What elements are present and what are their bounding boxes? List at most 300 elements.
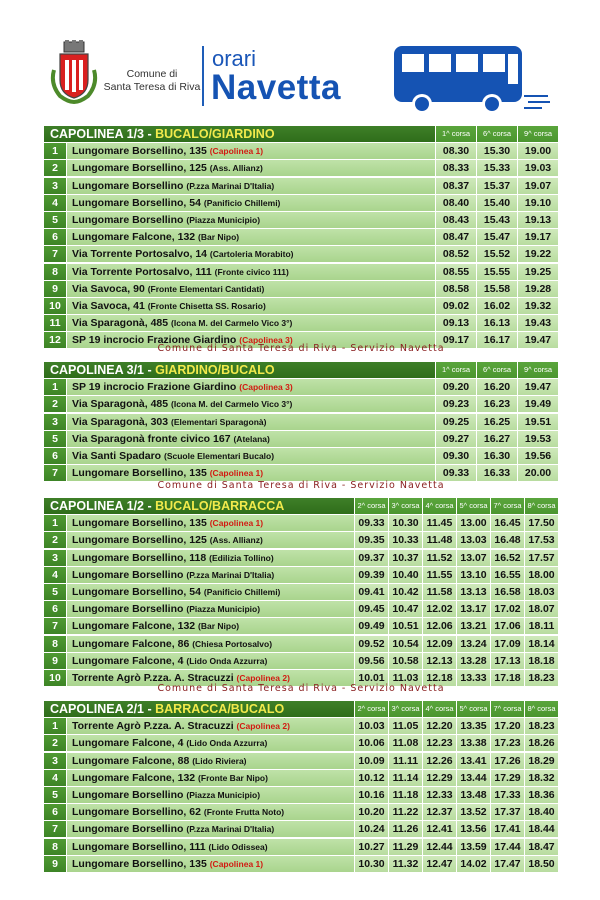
stop-note: (Lido Onda Azzurra)	[186, 655, 268, 666]
stop-address: Via Savoca, 41	[72, 299, 145, 312]
stop-number: 1	[44, 718, 66, 734]
stop-number: 6	[44, 601, 66, 617]
column-header: 5^ corsa	[457, 701, 490, 717]
stop-name	[67, 567, 354, 583]
departure-time: 16.17	[477, 332, 517, 348]
column-header: 1^ corsa	[436, 126, 476, 142]
departure-time: 17.41	[491, 821, 524, 837]
stop-number: 4	[44, 195, 66, 211]
departure-time: 11.18	[389, 787, 422, 803]
departure-time: 17.37	[491, 804, 524, 820]
municipality-line-1: Comune di	[126, 68, 178, 80]
departure-time: 13.59	[457, 839, 490, 855]
stop-name	[67, 160, 435, 176]
departure-time: 10.12	[355, 770, 388, 786]
departure-time: 12.33	[423, 787, 456, 803]
departure-time: 08.40	[436, 195, 476, 211]
departure-time: 09.45	[355, 601, 388, 617]
departure-time: 13.38	[457, 735, 490, 751]
column-header: 7^ corsa	[491, 498, 524, 514]
table-row	[44, 787, 558, 803]
table-row	[44, 298, 558, 314]
departure-time: 17.06	[491, 618, 524, 634]
stop-address: Lungomare Falcone, 132	[72, 231, 196, 244]
departure-time: 12.29	[423, 770, 456, 786]
stop-address: Via Torrente Portosalvo, 14	[72, 248, 207, 261]
table-row	[44, 618, 558, 634]
table-row	[44, 753, 558, 769]
table-row	[44, 431, 558, 447]
departure-time: 09.27	[436, 431, 476, 447]
departure-time: 16.25	[477, 414, 517, 430]
departure-time: 12.20	[423, 718, 456, 734]
table-row	[44, 515, 558, 531]
column-header: 3^ corsa	[389, 498, 422, 514]
stop-address: Lungomare Borsellino, 118	[72, 551, 207, 564]
departure-time: 08.37	[436, 178, 476, 194]
departure-time: 10.33	[389, 532, 422, 548]
departure-time: 17.18	[491, 670, 524, 686]
stop-address: Lungomare Borsellino, 135	[72, 857, 207, 870]
stop-name	[67, 735, 354, 751]
departure-time: 18.32	[525, 770, 558, 786]
stop-number: 4	[44, 567, 66, 583]
stop-note: (Capolinea 3)	[239, 382, 293, 393]
departure-time: 17.26	[491, 753, 524, 769]
stop-number: 2	[44, 735, 66, 751]
stop-name	[67, 143, 435, 159]
stop-note: (Fronte Elementari Cantidati)	[147, 283, 265, 294]
departure-time: 18.26	[525, 735, 558, 751]
stop-name	[67, 195, 435, 211]
municipality-line-2: Santa Teresa di Riva	[103, 81, 201, 93]
stop-address: Via Sparagonà fronte civico 167	[72, 432, 231, 445]
departure-time: 12.09	[423, 636, 456, 652]
departure-time: 16.27	[477, 431, 517, 447]
table-row	[44, 414, 558, 430]
departure-time: 19.25	[518, 264, 558, 280]
title-small: orari	[212, 46, 257, 71]
departure-time: 11.58	[423, 584, 456, 600]
table-row	[44, 264, 558, 280]
stop-name	[67, 718, 354, 734]
departure-time: 10.42	[389, 584, 422, 600]
departure-time: 16.20	[477, 379, 517, 395]
stop-name	[67, 787, 354, 803]
departure-time: 15.30	[477, 143, 517, 159]
column-header: 6^ corsa	[477, 126, 517, 142]
departure-time: 11.03	[389, 670, 422, 686]
column-header: 4^ corsa	[423, 498, 456, 514]
stop-address: Lungomare Borsellino	[72, 603, 184, 616]
stop-note: (Piazza Municipio)	[186, 604, 261, 615]
departure-time: 16.02	[477, 298, 517, 314]
departure-time: 19.10	[518, 195, 558, 211]
departure-time: 19.47	[518, 379, 558, 395]
departure-time: 19.47	[518, 332, 558, 348]
departure-time: 18.23	[525, 718, 558, 734]
departure-time: 18.50	[525, 856, 558, 872]
footer-service-line: Comune di Santa Teresa di Riva - Servizio Navetta	[157, 683, 445, 694]
table-title-prefix: CAPOLINEA 2/1 -	[50, 702, 156, 716]
departure-time: 18.44	[525, 821, 558, 837]
stop-note: (Bar Nipo)	[198, 232, 240, 243]
stop-name	[67, 770, 354, 786]
stop-name	[67, 753, 354, 769]
departure-time: 19.28	[518, 281, 558, 297]
stop-number: 8	[44, 636, 66, 652]
departure-time: 12.06	[423, 618, 456, 634]
stop-number: 8	[44, 839, 66, 855]
stop-address: Lungomare Borsellino	[72, 179, 184, 192]
stop-note: (Lido Riviera)	[192, 755, 247, 766]
table-title-prefix: CAPOLINEA 1/3 -	[50, 127, 156, 141]
departure-time: 10.30	[355, 856, 388, 872]
table-title-destination: GIARDINO/BUCALO	[155, 363, 275, 377]
departure-time: 09.33	[355, 515, 388, 531]
stop-note: (Lido Odissea)	[208, 841, 268, 852]
departure-time: 09.25	[436, 414, 476, 430]
stop-address: Via Sparagonà, 303	[72, 415, 169, 428]
column-header: 2^ corsa	[355, 701, 388, 717]
departure-time: 10.51	[389, 618, 422, 634]
column-header: 4^ corsa	[423, 701, 456, 717]
departure-time: 08.43	[436, 212, 476, 228]
stop-number: 2	[44, 396, 66, 412]
stop-note: (Capolinea 1)	[209, 146, 264, 157]
column-header: 7^ corsa	[491, 701, 524, 717]
departure-time: 19.51	[518, 414, 558, 430]
stop-name	[67, 448, 435, 464]
schedule-table-3	[44, 498, 558, 687]
stop-note: (Icona M. del Carmelo Vico 3°)	[171, 318, 293, 329]
departure-time: 19.43	[518, 315, 558, 331]
table-row	[44, 770, 558, 786]
stop-address: Via Savoca, 90	[72, 282, 145, 295]
departure-time: 12.18	[423, 670, 456, 686]
stop-note: (Ass. Allianz)	[209, 535, 263, 546]
stop-name	[67, 414, 435, 430]
stop-note: (Capolinea 3)	[239, 335, 293, 346]
stop-note: (Capolinea 2)	[236, 721, 290, 732]
table-header-row	[44, 126, 558, 142]
stop-name	[67, 584, 354, 600]
departure-time: 16.52	[491, 550, 524, 566]
departure-time: 17.53	[525, 532, 558, 548]
departure-time: 16.30	[477, 448, 517, 464]
stop-name	[67, 264, 435, 280]
departure-time: 17.23	[491, 735, 524, 751]
departure-time: 10.03	[355, 718, 388, 734]
departure-time: 18.40	[525, 804, 558, 820]
departure-time: 18.03	[525, 584, 558, 600]
stop-number: 6	[44, 229, 66, 245]
departure-time: 18.11	[525, 618, 558, 634]
municipality-name	[102, 68, 202, 94]
departure-time: 09.37	[355, 550, 388, 566]
departure-time: 10.47	[389, 601, 422, 617]
departure-time: 12.13	[423, 653, 456, 669]
column-header: 8^ corsa	[525, 498, 558, 514]
stop-note: (Capolinea 1)	[209, 468, 264, 479]
table-row	[44, 856, 558, 872]
stop-number: 9	[44, 653, 66, 669]
column-header: 8^ corsa	[525, 701, 558, 717]
stop-address: Torrente Agrò P.zza. A. Stracuzzi	[72, 720, 234, 733]
stop-address: Lungomare Borsellino, 125	[72, 534, 207, 547]
departure-time: 13.41	[457, 753, 490, 769]
stop-address: Lungomare Borsellino, 135	[72, 145, 207, 158]
column-header: 2^ corsa	[355, 498, 388, 514]
table-row	[44, 379, 558, 395]
stop-note: (Bar Nipo)	[198, 621, 240, 632]
table-row	[44, 584, 558, 600]
stop-number: 5	[44, 584, 66, 600]
departure-time: 11.11	[389, 753, 422, 769]
departure-time: 17.09	[491, 636, 524, 652]
departure-time: 12.44	[423, 839, 456, 855]
stop-address: Lungomare Borsellino, 54	[72, 196, 201, 209]
stop-address: Lungomare Borsellino, 135	[72, 467, 207, 480]
column-header: 5^ corsa	[457, 498, 490, 514]
departure-time: 10.54	[389, 636, 422, 652]
stop-address: SP 19 incrocio Frazione Giardino	[72, 381, 237, 394]
table-row	[44, 804, 558, 820]
stop-name	[67, 839, 354, 855]
stop-note: (Cartoleria Morabito)	[209, 249, 294, 260]
stop-address: Lungomare Falcone, 88	[72, 754, 190, 767]
departure-time: 09.35	[355, 532, 388, 548]
departure-time: 08.58	[436, 281, 476, 297]
stop-name	[67, 379, 435, 395]
column-header: 9^ corsa	[518, 362, 558, 378]
stop-name	[67, 821, 354, 837]
stop-name	[67, 431, 435, 447]
departure-time: 16.55	[491, 567, 524, 583]
departure-time: 10.06	[355, 735, 388, 751]
stop-name	[67, 804, 354, 820]
table-row	[44, 160, 558, 176]
departure-time: 15.33	[477, 160, 517, 176]
stop-name	[67, 178, 435, 194]
stop-address: Lungomare Falcone, 132	[72, 620, 196, 633]
departure-time: 20.00	[518, 465, 558, 481]
table-row	[44, 653, 558, 669]
departure-time: 09.56	[355, 653, 388, 669]
stop-address: Torrente Agrò P.zza. A. Stracuzzi	[72, 671, 234, 684]
departure-time: 18.18	[525, 653, 558, 669]
stop-address: Via Sparagonà, 485	[72, 317, 169, 330]
departure-time: 17.47	[491, 856, 524, 872]
stop-note: (Elementari Sparagonà)	[171, 416, 267, 427]
table-title-prefix: CAPOLINEA 3/1 -	[50, 363, 156, 377]
departure-time: 13.13	[457, 584, 490, 600]
stop-address: Lungomare Borsellino, 54	[72, 585, 201, 598]
departure-time: 19.13	[518, 212, 558, 228]
municipal-crest-icon	[50, 40, 98, 106]
table-row	[44, 396, 558, 412]
stop-name	[67, 515, 354, 531]
table-title-destination: BUCALO/GIARDINO	[155, 127, 275, 141]
table-row	[44, 821, 558, 837]
departure-time: 11.32	[389, 856, 422, 872]
stop-address: Lungomare Falcone, 132	[72, 771, 196, 784]
departure-time: 09.20	[436, 379, 476, 395]
departure-time: 18.00	[525, 567, 558, 583]
departure-time: 10.40	[389, 567, 422, 583]
stop-note: (P.zza Marinai D'Italia)	[186, 569, 275, 580]
stop-number: 7	[44, 246, 66, 262]
departure-time: 15.43	[477, 212, 517, 228]
departure-time: 10.16	[355, 787, 388, 803]
stop-address: Lungomare Borsellino	[72, 788, 184, 801]
stop-name	[67, 601, 354, 617]
departure-time: 17.29	[491, 770, 524, 786]
departure-time: 08.47	[436, 229, 476, 245]
departure-time: 08.52	[436, 246, 476, 262]
departure-time: 13.07	[457, 550, 490, 566]
stop-address: Lungomare Falcone, 4	[72, 654, 184, 667]
table-row	[44, 246, 558, 262]
departure-time: 13.48	[457, 787, 490, 803]
departure-time: 16.23	[477, 396, 517, 412]
stop-address: Via Sparagonà, 485	[72, 398, 169, 411]
stop-note: (Fronte Chisetta SS. Rosario)	[147, 300, 266, 311]
stop-note: (P.zza Marinai D'Italia)	[186, 824, 275, 835]
departure-time: 12.02	[423, 601, 456, 617]
footer-service-line: Comune di Santa Teresa di Riva - Servizio Navetta	[157, 343, 445, 354]
stop-note: (Scuole Elementari Bucalo)	[164, 450, 275, 461]
stop-name	[67, 532, 354, 548]
stop-address: Lungomare Borsellino	[72, 213, 184, 226]
departure-time: 17.13	[491, 653, 524, 669]
departure-time: 15.55	[477, 264, 517, 280]
stop-number: 3	[44, 178, 66, 194]
departure-time: 19.17	[518, 229, 558, 245]
page-header	[0, 0, 600, 122]
stop-number: 9	[44, 856, 66, 872]
stop-number: 12	[44, 332, 66, 348]
departure-time: 09.39	[355, 567, 388, 583]
departure-time: 09.02	[436, 298, 476, 314]
stop-number: 3	[44, 414, 66, 430]
stop-name	[67, 636, 354, 652]
bus-icon	[392, 44, 552, 116]
schedule-table-4	[44, 701, 558, 873]
stop-number: 6	[44, 804, 66, 820]
departure-time: 18.29	[525, 753, 558, 769]
table-title	[44, 362, 435, 378]
table-row	[44, 465, 558, 481]
table-row	[44, 178, 558, 194]
departure-time: 15.40	[477, 195, 517, 211]
stop-note: (Capolinea 2)	[236, 672, 290, 683]
stop-number: 10	[44, 298, 66, 314]
stop-address: Lungomare Borsellino	[72, 568, 184, 581]
departure-time: 12.23	[423, 735, 456, 751]
table-title	[44, 126, 435, 142]
departure-time: 12.47	[423, 856, 456, 872]
stop-name	[67, 212, 435, 228]
stop-note: (Capolinea 1)	[209, 518, 264, 529]
departure-time: 19.03	[518, 160, 558, 176]
departure-time: 09.30	[436, 448, 476, 464]
departure-time: 18.14	[525, 636, 558, 652]
stop-note: (Fronte Frutta Noto)	[203, 807, 285, 818]
stop-number: 2	[44, 160, 66, 176]
table-title-destination: BUCALO/BARRACCA	[155, 499, 285, 513]
departure-time: 16.33	[477, 465, 517, 481]
column-header: 9^ corsa	[518, 126, 558, 142]
departure-time: 18.36	[525, 787, 558, 803]
departure-time: 12.41	[423, 821, 456, 837]
table-row	[44, 212, 558, 228]
table-row	[44, 532, 558, 548]
stop-number: 11	[44, 315, 66, 331]
departure-time: 11.14	[389, 770, 422, 786]
departure-time: 10.09	[355, 753, 388, 769]
departure-time: 12.26	[423, 753, 456, 769]
departure-time: 13.44	[457, 770, 490, 786]
table-row	[44, 718, 558, 734]
stop-number: 7	[44, 465, 66, 481]
table-title	[44, 701, 354, 717]
stop-name	[67, 465, 435, 481]
departure-time: 17.33	[491, 787, 524, 803]
departure-time: 14.02	[457, 856, 490, 872]
departure-time: 12.37	[423, 804, 456, 820]
departure-time: 08.55	[436, 264, 476, 280]
departure-time: 13.10	[457, 567, 490, 583]
departure-time: 09.49	[355, 618, 388, 634]
stop-number: 5	[44, 787, 66, 803]
stop-address: Lungomare Borsellino, 62	[72, 806, 201, 819]
stop-address: SP 19 incrocio Frazione Giardino	[72, 334, 237, 347]
departure-time: 13.52	[457, 804, 490, 820]
departure-time: 18.47	[525, 839, 558, 855]
departure-time: 19.07	[518, 178, 558, 194]
table-row	[44, 143, 558, 159]
departure-time: 09.41	[355, 584, 388, 600]
stop-note: (Piazza Municipio)	[186, 789, 261, 800]
departure-time: 13.00	[457, 515, 490, 531]
stop-number: 8	[44, 264, 66, 280]
departure-time: 16.45	[491, 515, 524, 531]
stop-address: Lungomare Falcone, 86	[72, 637, 190, 650]
stop-note: (Piazza Municipio)	[186, 214, 261, 225]
table-header-row	[44, 701, 558, 717]
stop-note: (Chiesa Portosalvo)	[192, 638, 273, 649]
page-title: Navetta	[211, 68, 341, 107]
table-header-row	[44, 498, 558, 514]
stop-address: Lungomare Falcone, 4	[72, 737, 184, 750]
stop-address: Via Torrente Portosalvo, 111	[72, 265, 212, 278]
header-divider	[202, 46, 204, 106]
stop-number: 3	[44, 753, 66, 769]
departure-time: 19.32	[518, 298, 558, 314]
departure-time: 11.45	[423, 515, 456, 531]
table-row	[44, 839, 558, 855]
table-row	[44, 567, 558, 583]
stop-number: 6	[44, 448, 66, 464]
stop-note: (Panificio Chillemi)	[203, 586, 281, 597]
departure-time: 19.53	[518, 431, 558, 447]
departure-time: 13.21	[457, 618, 490, 634]
stop-number: 9	[44, 281, 66, 297]
departure-time: 11.26	[389, 821, 422, 837]
stop-note: (Fronte Bar Nipo)	[198, 772, 268, 783]
stop-note: (Fronte civico 111)	[214, 266, 289, 277]
